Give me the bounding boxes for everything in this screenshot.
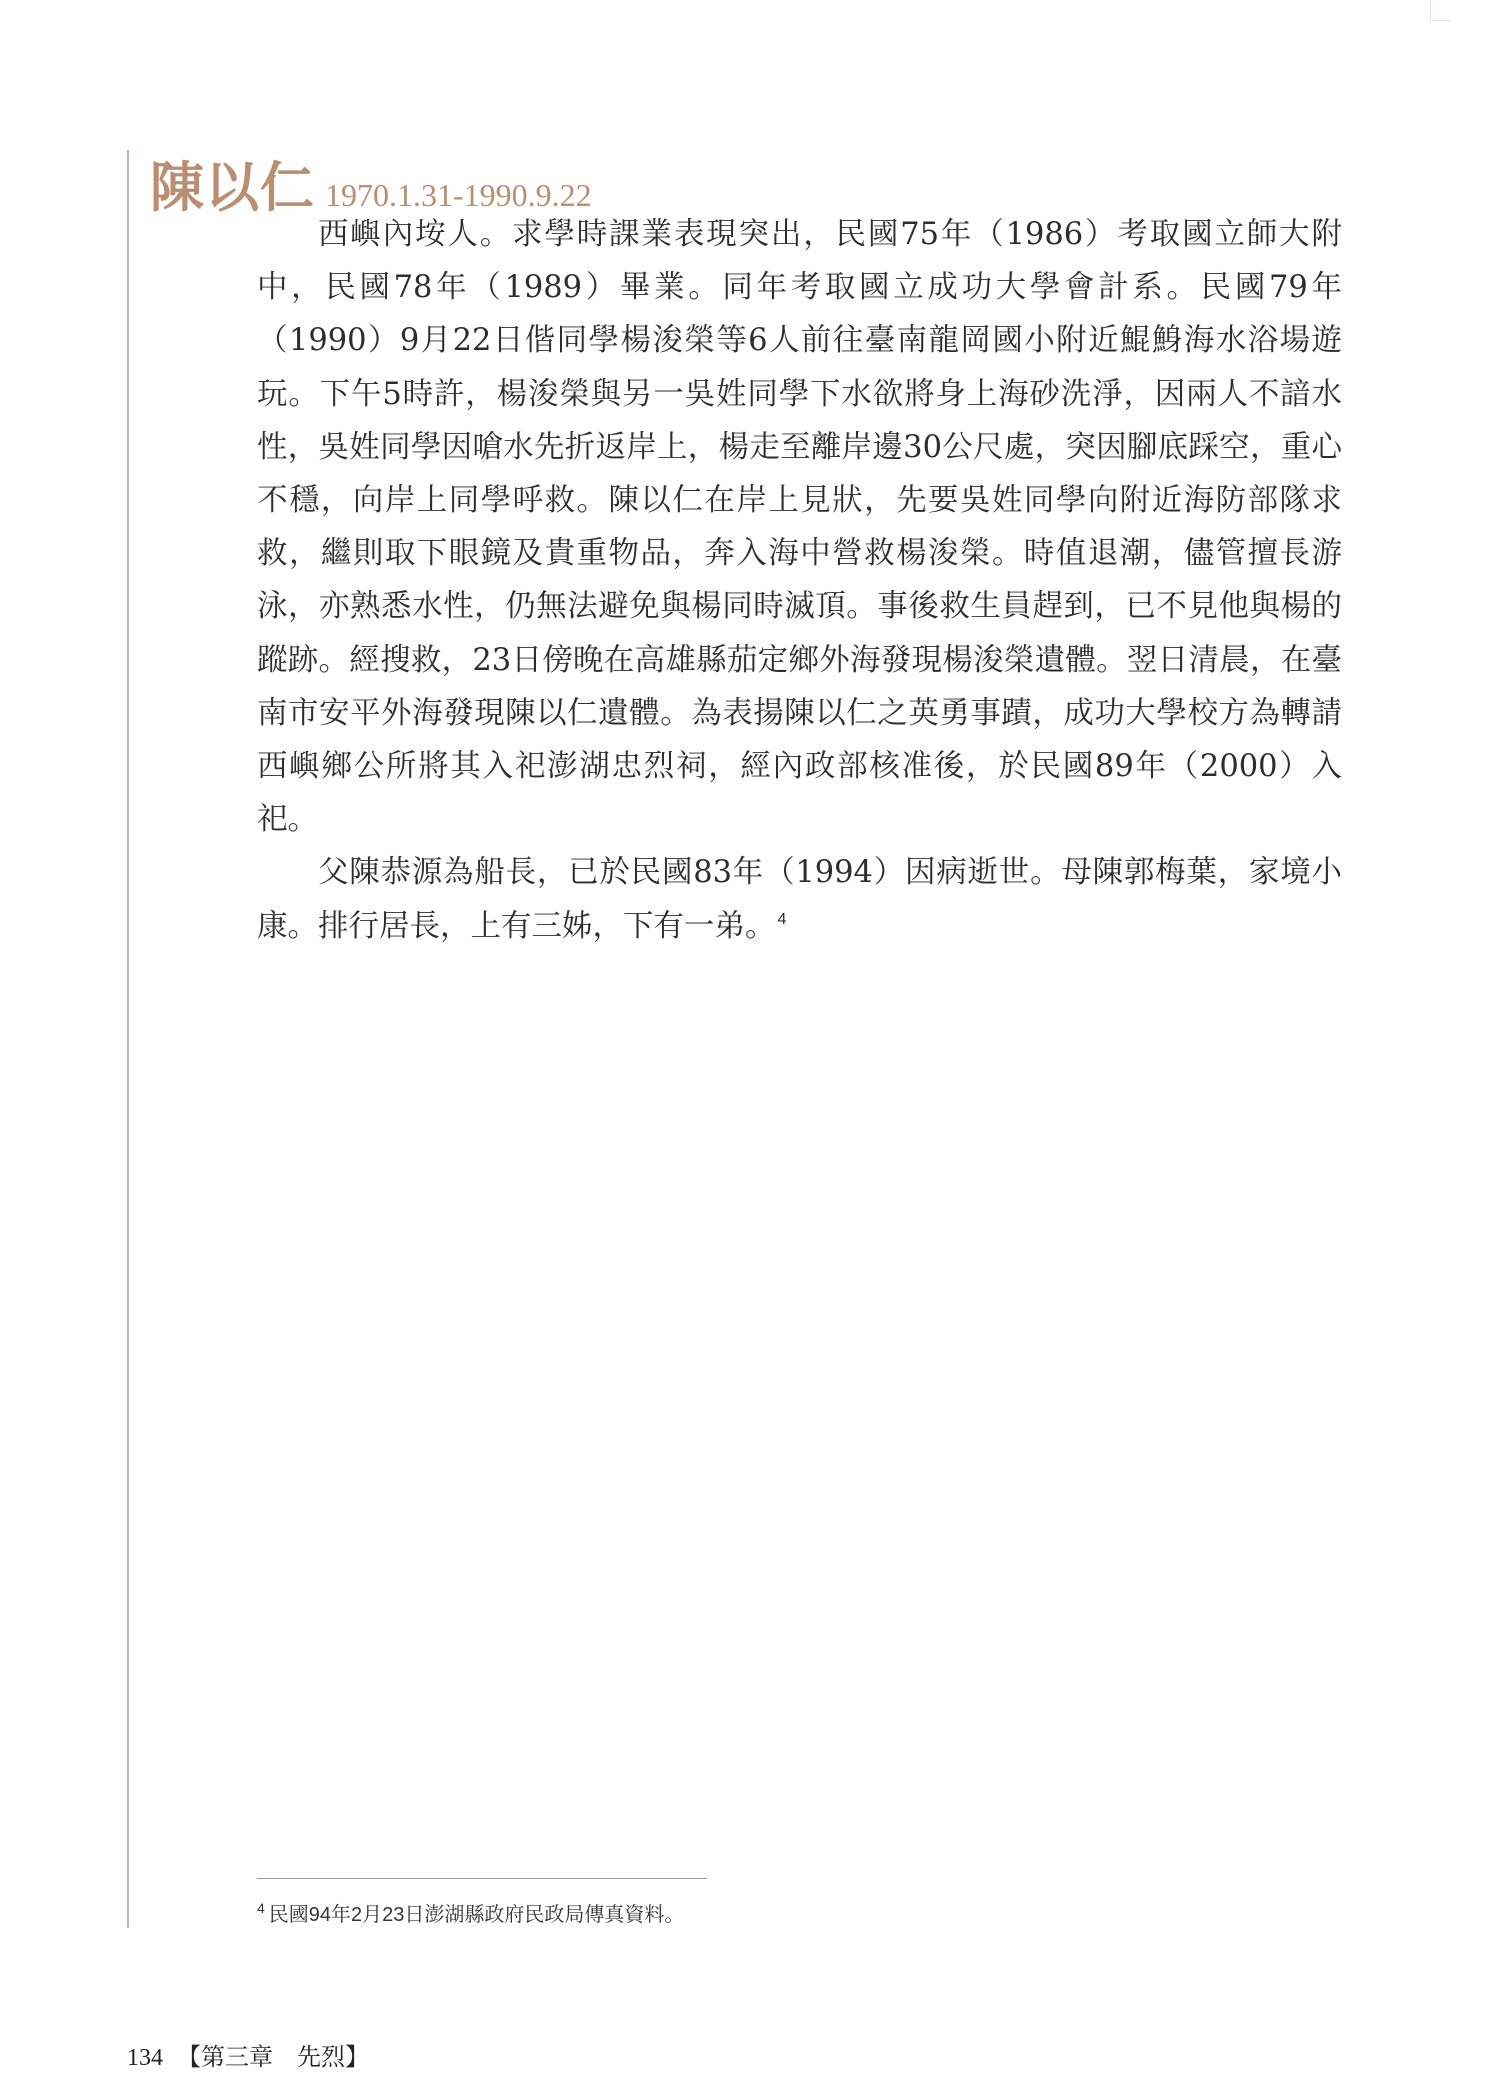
body-paragraph-2-text: 父陳恭源為船長，已於民國83年（1994）因病逝世。母陳郭梅葉，家境小康。排行居長，上有三姊，下有一弟。 xyxy=(257,855,1342,944)
body-paragraph-2 xyxy=(257,846,1342,952)
entry-heading xyxy=(150,145,592,219)
margin-rule xyxy=(127,150,129,1928)
entry-body xyxy=(257,208,1342,953)
person-name: 陳以仁 xyxy=(150,155,315,219)
page-footer xyxy=(127,2037,369,2072)
chapter-label: 【第三章 先烈】 xyxy=(177,2045,369,2071)
footnote-text: 民國94年2月23日澎湖縣政府民政局傳真資料。 xyxy=(268,1904,685,1926)
corner-ornament xyxy=(1430,0,1451,21)
footnote-divider xyxy=(257,1878,707,1879)
body-paragraph-1: 西嶼內垵人。求學時課業表現突出，民國75年（1986）考取國立師大附中，民國78年（1989）畢業。同年考取國立成功大學會計系。民國79年（1990）9月22日偕同學楊浚榮等6人前往臺南龍岡國小附近鯤鯓海水浴場遊玩。下午5時許，楊浚榮與另一吳姓同學下水欲將身上海砂洗淨，因兩人不諳水性，吳姓同學因嗆水先折返岸上，楊走至離岸邊30公尺處，突因腳底踩空，重心不穩，向岸上同學呼救。陳以仁在岸上見狀，先要吳姓同學向附近海防部隊求救，繼則取下眼鏡及貴重物品，奔入海中營救楊浚榮。時值退潮，儘管擅長游泳，亦熟悉水性，仍無法避免與楊同時滅頂。事後救生員趕到，已不見他與楊的蹤跡。經搜救，23日傍晚在高雄縣茄定鄉外海發現楊浚榮遺體。翌日清晨，在臺南市安平外海發現陳以仁遺體。為表揚陳以仁之英勇事蹟，成功大學校方為轉請西嶼鄉公所將其入祀澎湖忠烈祠，經內政部核准後，於民國89年（2000）入祀。 xyxy=(257,217,1342,838)
page-number: 134 xyxy=(127,2045,163,2071)
footnote-reference[interactable]: 4 xyxy=(777,911,787,929)
life-dates: 1970.1.31-1990.9.22 xyxy=(325,177,592,213)
footnote xyxy=(257,1898,684,1927)
footnote-number: 4 xyxy=(257,1900,265,1917)
